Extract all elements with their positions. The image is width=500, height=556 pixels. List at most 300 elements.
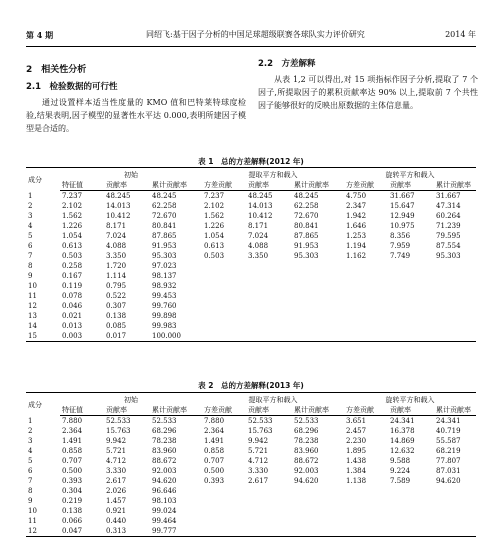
table-cell — [202, 516, 246, 526]
table-cell: 0.258 — [62, 262, 83, 270]
table-cell — [344, 486, 388, 496]
table-cell: 7.589 — [390, 477, 411, 485]
table-cell: 7.024 — [248, 232, 269, 240]
table-cell: 0.119 — [62, 282, 83, 290]
table-cell: 15.647 — [390, 202, 415, 210]
variance-table-2012 — [26, 167, 476, 342]
table-cell: 99.898 — [152, 312, 177, 320]
table-cell — [434, 321, 476, 331]
table-cell: 1.226 — [62, 222, 83, 230]
table-cell — [202, 281, 246, 291]
group-header: 提取平方和载入 — [202, 393, 344, 406]
table-cell: 7.749 — [390, 252, 411, 260]
table-cell: 40.719 — [436, 427, 461, 435]
body-paragraph: 从表 1,2 可以得出,对 15 项指标作因子分析,提取了 7 个因子,所提取因子的累积贡献率达 90% 以上,提取前 7 个共性因子能够很好的反映出原数据的主体信息量。 — [258, 75, 478, 110]
component-number: 1 — [28, 416, 33, 425]
component-number: 12 — [28, 302, 37, 310]
table-cell — [202, 321, 246, 331]
table-cell: 2.230 — [346, 437, 367, 445]
table-cell: 31.667 — [436, 192, 461, 200]
component-number: 3 — [28, 212, 33, 220]
component-number: 8 — [28, 487, 33, 495]
table-cell: 87.865 — [152, 232, 177, 240]
table-cell: 0.138 — [62, 507, 83, 515]
table-cell: 7.880 — [62, 417, 83, 425]
table-cell — [344, 331, 388, 342]
table-cell: 0.013 — [62, 322, 83, 330]
table-cell: 0.393 — [204, 477, 225, 485]
component-number: 13 — [28, 312, 37, 320]
table-cell: 99.464 — [152, 517, 177, 525]
table-cell: 96.646 — [152, 487, 177, 495]
table-cell: 2.364 — [204, 427, 225, 435]
column-header: 累计贡献率 — [292, 180, 344, 191]
table-cell — [388, 261, 434, 271]
table-cell: 88.672 — [294, 457, 319, 465]
table-cell: 98.932 — [152, 282, 177, 290]
component-number: 7 — [28, 252, 33, 260]
table-cell: 80.841 — [294, 222, 319, 230]
table-cell: 95.303 — [436, 252, 461, 260]
table-row — [26, 496, 476, 506]
component-number: 11 — [28, 517, 37, 525]
table-cell: 1.646 — [346, 222, 367, 230]
table-cell: 52.533 — [248, 417, 273, 425]
table-row — [26, 416, 476, 427]
table-cell — [388, 311, 434, 321]
table-cell: 12.949 — [390, 212, 415, 220]
column-header: 成分 — [26, 393, 60, 416]
table-cell: 0.921 — [106, 507, 127, 515]
component-number: 2 — [28, 202, 33, 210]
table-cell: 87.031 — [436, 467, 461, 475]
table-cell: 0.307 — [106, 302, 127, 310]
table-cell: 3.350 — [248, 252, 269, 260]
table-cell: 99.024 — [152, 507, 177, 515]
table-cell — [292, 516, 344, 526]
component-number: 4 — [28, 222, 33, 230]
group-header: 旋转平方和载入 — [344, 168, 476, 181]
table-cell — [344, 301, 388, 311]
table-cell — [434, 331, 476, 342]
table-cell: 72.670 — [294, 212, 319, 220]
table-row — [26, 486, 476, 496]
table-cell: 7.237 — [204, 192, 225, 200]
table-cell — [202, 331, 246, 342]
table-cell: 14.013 — [106, 202, 131, 210]
table-cell — [434, 301, 476, 311]
table-cell — [344, 261, 388, 271]
table-cell — [202, 496, 246, 506]
table-cell — [434, 516, 476, 526]
table-cell: 1.114 — [106, 272, 127, 280]
table-cell: 0.858 — [204, 447, 225, 455]
table-row — [26, 311, 476, 321]
table-cell: 2.364 — [62, 427, 83, 435]
table-cell — [292, 311, 344, 321]
table-cell: 3.651 — [346, 417, 367, 425]
table-cell: 2.102 — [204, 202, 225, 210]
table-row — [26, 456, 476, 466]
table-cell — [246, 311, 292, 321]
table-cell — [434, 311, 476, 321]
table-cell: 0.858 — [62, 447, 83, 455]
table-cell — [246, 506, 292, 516]
table-cell: 2.617 — [248, 477, 269, 485]
table-cell — [292, 291, 344, 301]
table-cell: 16.378 — [390, 427, 415, 435]
column-header: 成分 — [26, 168, 60, 191]
table-cell: 0.503 — [204, 252, 225, 260]
table-cell — [292, 261, 344, 271]
table-cell: 0.085 — [106, 322, 127, 330]
table-cell: 2.102 — [62, 202, 83, 210]
table-cell: 24.341 — [390, 417, 415, 425]
component-number: 2 — [28, 427, 33, 435]
table-cell: 68.296 — [294, 427, 319, 435]
column-header: 贡献率 — [388, 405, 434, 416]
table-cell: 9.942 — [248, 437, 269, 445]
component-number: 1 — [28, 191, 33, 200]
table-cell: 91.953 — [294, 242, 319, 250]
table-cell — [344, 271, 388, 281]
table-cell — [202, 261, 246, 271]
table-cell: 24.341 — [436, 417, 461, 425]
table-row — [26, 211, 476, 221]
table-cell: 7.237 — [62, 192, 83, 200]
component-number: 14 — [28, 322, 37, 330]
component-number: 9 — [28, 497, 33, 505]
table-cell: 0.003 — [60, 331, 104, 342]
table-cell: 62.258 — [294, 202, 319, 210]
publication-year: 2014 年 — [445, 30, 476, 39]
table-cell: 9.588 — [390, 457, 411, 465]
table-cell — [246, 281, 292, 291]
table-row — [26, 241, 476, 251]
table-cell: 62.258 — [152, 202, 177, 210]
table-cell: 0.707 — [204, 457, 225, 465]
group-header: 旋转平方和载入 — [344, 393, 476, 406]
table-cell: 0.613 — [62, 242, 83, 250]
table-cell: 48.245 — [294, 192, 319, 200]
table-row — [26, 251, 476, 261]
table-cell — [434, 291, 476, 301]
table-cell — [434, 496, 476, 506]
column-header: 累计贡献率 — [150, 180, 202, 191]
table-cell: 99.777 — [150, 526, 202, 537]
table-cell: 1.138 — [346, 477, 367, 485]
table-cell: 68.296 — [152, 427, 177, 435]
table-cell — [202, 486, 246, 496]
table-cell: 92.003 — [294, 467, 319, 475]
column-header: 特征值 — [60, 405, 104, 416]
table-cell: 4.088 — [106, 242, 127, 250]
table-cell: 31.667 — [390, 192, 415, 200]
table-cell — [202, 526, 246, 537]
table-cell — [246, 526, 292, 537]
table-cell: 2.617 — [106, 477, 127, 485]
table-cell — [246, 261, 292, 271]
table-cell: 80.841 — [152, 222, 177, 230]
table-cell — [344, 281, 388, 291]
table-row — [26, 291, 476, 301]
table-cell: 1.562 — [62, 212, 83, 220]
column-header: 方差贡献 — [344, 405, 388, 416]
table-cell: 2.026 — [106, 487, 127, 495]
table-cell — [292, 506, 344, 516]
table-cell: 8.171 — [248, 222, 269, 230]
body-paragraph: 通过设置样本适当性度量的 KMO 值和巴特莱特球度检验,结果表明,因子模型的显著性水平达 0.000,表明所建因子模型是合适的。 — [26, 98, 246, 133]
table-cell: 1.162 — [346, 252, 367, 260]
table-cell: 78.238 — [294, 437, 319, 445]
table-cell: 77.807 — [436, 457, 461, 465]
table-cell: 1.942 — [346, 212, 367, 220]
table-cell: 4.750 — [346, 192, 367, 200]
table-cell — [388, 331, 434, 342]
table-cell: 94.620 — [436, 477, 461, 485]
table-cell — [344, 291, 388, 301]
table-cell: 4.088 — [248, 242, 269, 250]
left-column — [26, 58, 246, 135]
table-cell: 87.865 — [294, 232, 319, 240]
table-cell: 71.239 — [436, 222, 461, 230]
table-cell: 3.350 — [106, 252, 127, 260]
table-cell: 48.245 — [152, 192, 177, 200]
table-cell: 4.712 — [248, 457, 269, 465]
table-cell — [388, 486, 434, 496]
column-header: 贡献率 — [388, 180, 434, 191]
table-cell — [292, 496, 344, 506]
table-row — [26, 476, 476, 486]
table-cell: 0.393 — [62, 477, 83, 485]
table-cell — [388, 496, 434, 506]
table-cell: 99.983 — [152, 322, 177, 330]
table-cell: 60.264 — [436, 212, 461, 220]
table-cell: 97.023 — [152, 262, 177, 270]
table-row — [26, 506, 476, 516]
table-row — [26, 301, 476, 311]
component-number: 10 — [28, 507, 37, 515]
table-cell: 0.522 — [106, 292, 127, 300]
table-cell — [344, 311, 388, 321]
subsection-heading: 2.2 方差解释 — [258, 59, 316, 69]
table-cell: 3.330 — [106, 467, 127, 475]
table-cell: 100.000 — [150, 331, 202, 342]
table-cell — [292, 281, 344, 291]
table-cell: 0.795 — [106, 282, 127, 290]
table-cell — [246, 301, 292, 311]
table-row — [26, 426, 476, 436]
group-header: 提取平方和载入 — [202, 168, 344, 181]
running-title: 同绍飞:基于因子分析的中国足球超级联赛各球队实力评价研究 — [146, 30, 365, 39]
column-header: 贡献率 — [246, 405, 292, 416]
table-cell — [292, 271, 344, 281]
table-cell — [388, 271, 434, 281]
table-cell: 10.412 — [106, 212, 131, 220]
table-row — [26, 271, 476, 281]
table-caption: 表 1 总的方差解释(2012 年) — [198, 157, 304, 166]
component-number: 3 — [28, 437, 33, 445]
table-row — [26, 446, 476, 456]
table-cell — [434, 526, 476, 537]
component-number: 10 — [28, 282, 37, 290]
component-number: 8 — [28, 262, 33, 270]
table-cell: 0.167 — [62, 272, 83, 280]
table-row — [26, 321, 476, 331]
table-cell: 52.533 — [294, 417, 319, 425]
table-cell: 10.412 — [248, 212, 273, 220]
table-cell: 95.303 — [294, 252, 319, 260]
column-header: 贡献率 — [104, 405, 150, 416]
table-cell: 9.942 — [106, 437, 127, 445]
component-number: 6 — [28, 242, 33, 250]
table-cell — [246, 291, 292, 301]
table-cell: 1.194 — [346, 242, 367, 250]
table-cell — [344, 516, 388, 526]
table-cell — [246, 496, 292, 506]
table-cell: 83.960 — [294, 447, 319, 455]
column-header: 贡献率 — [104, 180, 150, 191]
table-cell: 0.021 — [62, 312, 83, 320]
table-cell: 47.314 — [436, 202, 461, 210]
table-cell: 0.304 — [62, 487, 83, 495]
table-cell — [246, 271, 292, 281]
component-number: 12 — [26, 526, 60, 537]
component-number: 7 — [28, 477, 33, 485]
column-header: 方差贡献 — [202, 180, 246, 191]
table-cell — [292, 331, 344, 342]
table-cell: 92.003 — [152, 467, 177, 475]
table-row — [26, 231, 476, 241]
table-cell: 0.313 — [104, 526, 150, 537]
table-cell: 14.013 — [248, 202, 273, 210]
table-cell — [344, 496, 388, 506]
component-number: 4 — [28, 447, 33, 455]
table-cell — [246, 486, 292, 496]
table-cell — [202, 506, 246, 516]
table-cell: 94.620 — [152, 477, 177, 485]
table-cell: 5.721 — [106, 447, 127, 455]
table-cell: 83.960 — [152, 447, 177, 455]
table-cell: 99.760 — [152, 302, 177, 310]
table-cell: 0.613 — [204, 242, 225, 250]
table-row — [26, 221, 476, 231]
table-cell — [202, 311, 246, 321]
table-cell: 4.712 — [106, 457, 127, 465]
table-cell: 0.503 — [62, 252, 83, 260]
table-cell: 7.880 — [204, 417, 225, 425]
component-number: 5 — [28, 232, 33, 240]
table-cell — [434, 271, 476, 281]
table-cell — [292, 486, 344, 496]
table-cell: 1.438 — [346, 457, 367, 465]
table-cell: 0.138 — [106, 312, 127, 320]
table-cell: 0.219 — [62, 497, 83, 505]
component-number: 9 — [28, 272, 33, 280]
table-caption: 表 2 总的方差解释(2013 年) — [198, 381, 304, 390]
table-cell: 1.054 — [204, 232, 225, 240]
table-cell: 9.224 — [390, 467, 411, 475]
table-cell: 91.953 — [152, 242, 177, 250]
table-cell: 48.245 — [248, 192, 273, 200]
table-row — [26, 526, 476, 537]
table-cell: 1.384 — [346, 467, 367, 475]
table-cell: 0.500 — [204, 467, 225, 475]
table-row — [26, 436, 476, 446]
table-cell: 1.491 — [62, 437, 83, 445]
table-cell — [246, 516, 292, 526]
table-cell — [388, 281, 434, 291]
table-cell: 1.895 — [346, 447, 367, 455]
table-cell: 0.047 — [60, 526, 104, 537]
table-cell: 98.103 — [152, 497, 177, 505]
table-cell — [246, 321, 292, 331]
table-cell: 72.670 — [152, 212, 177, 220]
table-cell — [292, 526, 344, 537]
component-number: 5 — [28, 457, 33, 465]
table-cell: 52.533 — [106, 417, 131, 425]
table-cell — [434, 506, 476, 516]
column-header: 方差贡献 — [202, 405, 246, 416]
table-cell — [344, 321, 388, 331]
table-row — [26, 261, 476, 271]
column-header: 贡献率 — [246, 180, 292, 191]
table-cell — [388, 321, 434, 331]
table-cell: 95.303 — [152, 252, 177, 260]
table-cell: 0.500 — [62, 467, 83, 475]
table-cell — [434, 281, 476, 291]
column-header: 特征值 — [60, 180, 104, 191]
table-cell: 1.491 — [204, 437, 225, 445]
table-cell: 0.078 — [62, 292, 83, 300]
table-cell: 7.024 — [106, 232, 127, 240]
table-cell: 52.533 — [152, 417, 177, 425]
table-cell — [434, 261, 476, 271]
table-row — [26, 191, 476, 202]
component-number: 6 — [28, 467, 33, 475]
table-cell: 2.347 — [346, 202, 367, 210]
table-cell: 0.066 — [62, 517, 83, 525]
table-cell — [292, 321, 344, 331]
table-cell: 1.253 — [346, 232, 367, 240]
table-cell: 15.763 — [106, 427, 131, 435]
table-cell: 5.721 — [248, 447, 269, 455]
table-cell — [388, 506, 434, 516]
page-header — [26, 28, 476, 42]
table-row — [26, 331, 476, 342]
table-cell: 3.330 — [248, 467, 269, 475]
table-cell: 1.457 — [106, 497, 127, 505]
table-cell — [344, 526, 388, 537]
table-cell: 14.869 — [390, 437, 415, 445]
table-cell: 15.763 — [248, 427, 273, 435]
component-number: 15 — [26, 331, 60, 342]
table-row — [26, 201, 476, 211]
table-cell — [434, 486, 476, 496]
column-header: 累计贡献率 — [150, 405, 202, 416]
table-cell: 0.046 — [62, 302, 83, 310]
table-cell — [246, 331, 292, 342]
table-cell: 0.440 — [106, 517, 127, 525]
table-cell: 8.356 — [390, 232, 411, 240]
table-cell: 48.245 — [106, 192, 131, 200]
table-cell: 55.587 — [436, 437, 461, 445]
table-cell: 78.238 — [152, 437, 177, 445]
table-cell: 99.453 — [152, 292, 177, 300]
table-row — [26, 516, 476, 526]
column-header: 累计贡献率 — [292, 405, 344, 416]
table-cell: 2.457 — [346, 427, 367, 435]
